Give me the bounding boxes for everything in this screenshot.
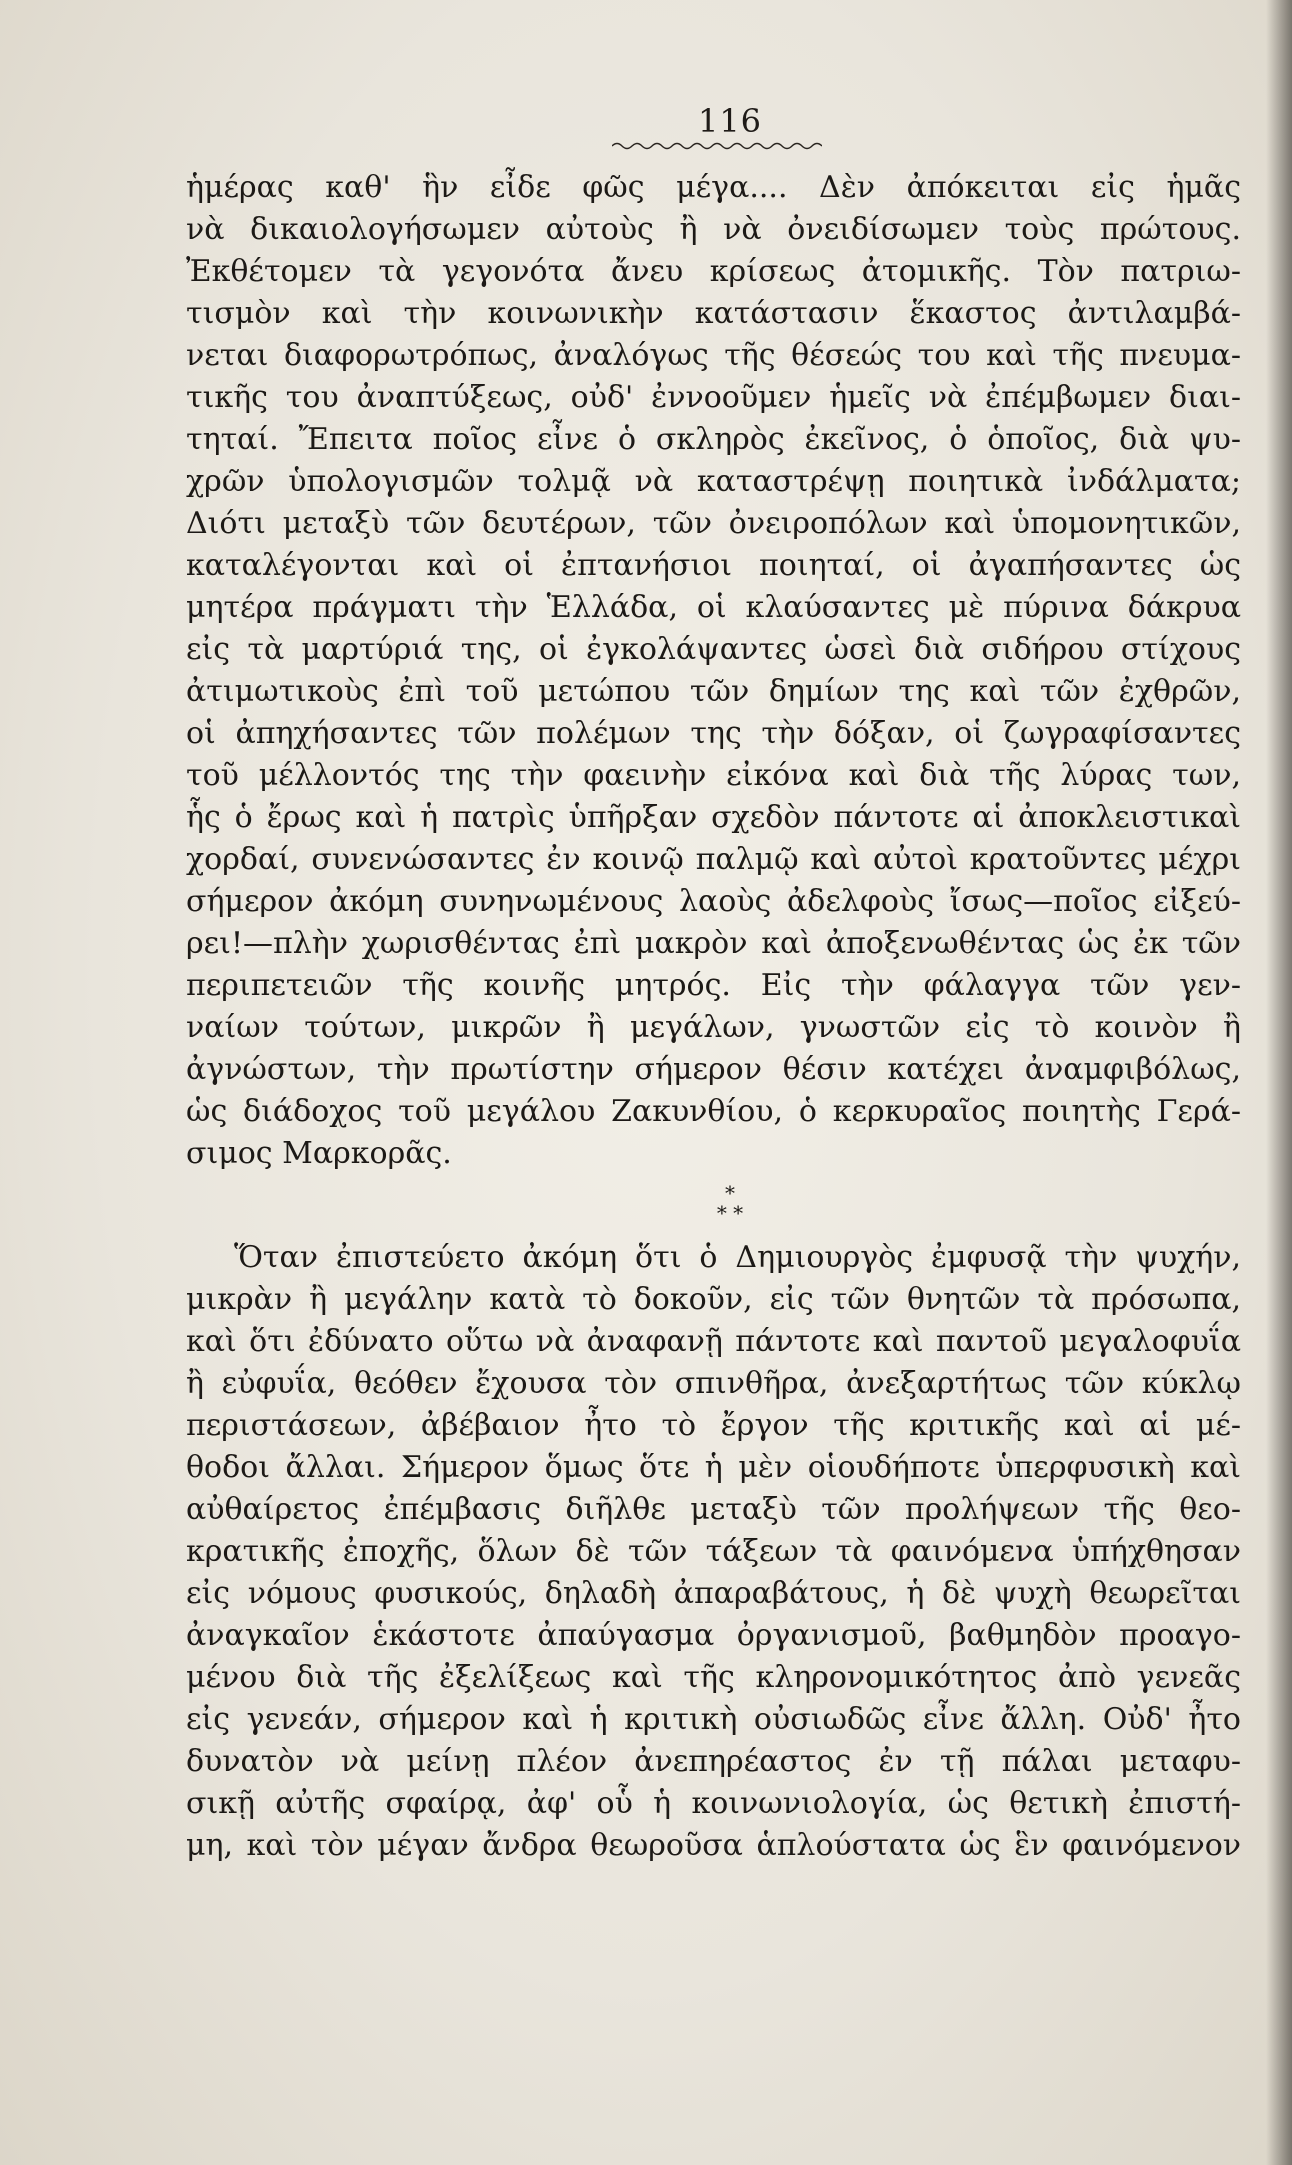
text-line: ὡς διάδοχος τοῦ μεγάλου Ζακυνθίου, ὁ κερκυραῖος ποιητὴς Γερά- (186, 1094, 1241, 1129)
text-line: χορδαί, συνενώσαντες ἐν κοινῷ παλμῷ καὶ αὐτοὶ κρατοῦντες μέχρι (186, 842, 1241, 877)
text-line: περιστάσεων, ἀβέβαιον ἦτο τὸ ἔργον τῆς κριτικῆς καὶ αἱ μέ- (186, 1408, 1241, 1443)
text-line: ναίων τούτων, μικρῶν ἢ μεγάλων, γνωστῶν εἰς τὸ κοινὸν ἢ (186, 1010, 1241, 1045)
separator-bottom-stars: * * (716, 1201, 744, 1225)
text-line: τηταί. Ἔπειτα ποῖος εἶνε ὁ σκληρὸς ἐκεῖνος, ὁ ὁποῖος, διὰ ψυ- (186, 422, 1241, 457)
text-line: νεται διαφορωτρόπως, ἀναλόγως τῆς θέσεώς του καὶ τῆς πνευμα- (186, 338, 1241, 373)
text-line: ἡμέρας καθ' ἣν εἶδε φῶς μέγα.... Δὲν ἀπόκειται εἰς ἡμᾶς (186, 170, 1241, 205)
text-line: εἰς νόμους φυσικούς, δηλαδὴ ἀπαραβάτους, ἡ δὲ ψυχὴ θεωρεῖται (186, 1576, 1241, 1611)
decorative-wavy-rule (612, 140, 822, 152)
paragraph-continued (186, 167, 1241, 1175)
text-line: οἱ ἀπηχήσαντες τῶν πολέμων της τὴν δόξαν, οἱ ζωγραφίσαντες (186, 716, 1241, 751)
text-line: νὰ δικαιολογήσωμεν αὐτοὺς ἢ νὰ ὀνειδίσωμεν τοὺς πρώτους. (186, 212, 1241, 247)
paragraph-new-section (186, 1237, 1241, 1867)
text-line: ἢ εὐφυΐα, θεόθεν ἔχουσα τὸν σπινθῆρα, ἀνεξαρτήτως τῶν κύκλῳ (186, 1366, 1241, 1401)
page-number: 116 (697, 102, 763, 140)
text-line: χρῶν ὑπολογισμῶν τολμᾷ νὰ καταστρέψῃ ποιητικὰ ἰνδάλματα; (186, 464, 1241, 499)
text-line: τικῆς του ἀναπτύξεως, οὐδ' ἐννοοῦμεν ἡμεῖς νὰ ἐπέμβωμεν διαι- (186, 380, 1241, 415)
text-line: περιπετειῶν τῆς κοινῆς μητρός. Εἰς τὴν φάλαγγα τῶν γεν- (186, 968, 1241, 1003)
text-line: σήμερον ἀκόμη συνηνωμένους λαοὺς ἀδελφοὺς ἴσως—ποῖος εἰξεύ- (186, 884, 1241, 919)
text-line: Ὅταν ἐπιστεύετο ἀκόμη ὅτι ὁ Δημιουργὸς ἐμφυσᾷ τὴν ψυχήν, (234, 1240, 1241, 1275)
section-separator-asterisks (0, 1183, 1292, 1223)
text-line: σιμος Μαρκορᾶς. (186, 1136, 452, 1171)
page-edge-shadow (1266, 0, 1292, 2165)
text-line: Διότι μεταξὺ τῶν δευτέρων, τῶν ὀνειροπόλων καὶ ὑπομονητικῶν, (186, 506, 1241, 541)
text-line: δυνατὸν νὰ μείνῃ πλέον ἀνεπηρέαστος ἐν τῇ πάλαι μεταφυ- (186, 1744, 1241, 1779)
text-line: κρατικῆς ἐποχῆς, ὅλων δὲ τῶν τάξεων τὰ φαινόμενα ὑπήχθησαν (186, 1534, 1241, 1569)
text-line: αὐθαίρετος ἐπέμβασις διῆλθε μεταξὺ τῶν προλήψεων τῆς θεο- (186, 1492, 1241, 1527)
text-line: ἀναγκαῖον ἑκάστοτε ἀπαύγασμα ὀργανισμοῦ, βαθμηδὸν προαγο- (186, 1618, 1241, 1653)
text-line: μικρὰν ἢ μεγάλην κατὰ τὸ δοκοῦν, εἰς τῶν θνητῶν τὰ πρόσωπα, (186, 1282, 1241, 1317)
text-line: θοδοι ἄλλαι. Σήμερον ὅμως ὅτε ἡ μὲν οἱουδήποτε ὑπερφυσικὴ καὶ (186, 1450, 1241, 1485)
text-line: ρει!—πλὴν χωρισθέντας ἐπὶ μακρὸν καὶ ἀποξενωθέντας ὡς ἐκ τῶν (186, 926, 1241, 961)
text-line: σικῇ αὐτῆς σφαίρᾳ, ἀφ' οὗ ἡ κοινωνιολογία, ὡς θετικὴ ἐπιστή- (186, 1786, 1241, 1821)
text-line: καταλέγονται καὶ οἱ ἐπτανήσιοι ποιηταί, οἱ ἀγαπήσαντες ὡς (186, 548, 1241, 583)
text-line: τισμὸν καὶ τὴν κοινωνικὴν κατάστασιν ἕκαστος ἀντιλαμβά- (186, 296, 1241, 331)
text-line: καὶ ὅτι ἐδύνατο οὕτω νὰ ἀναφανῇ πάντοτε καὶ παντοῦ μεγαλοφυΐα (186, 1324, 1241, 1359)
text-line: εἰς γενεάν, σήμερον καὶ ἡ κριτικὴ οὐσιωδῶς εἶνε ἄλλη. Οὐδ' ἦτο (186, 1702, 1241, 1737)
text-line: εἰς τὰ μαρτύριά της, οἱ ἐγκολάψαντες ὡσεὶ διὰ σιδήρου στίχους (186, 632, 1241, 667)
text-line: ἀγνώστων, τὴν πρωτίστην σήμερον θέσιν κατέχει ἀναμφιβόλως, (186, 1052, 1241, 1087)
text-line: μη, καὶ τὸν μέγαν ἄνδρα θεωροῦσα ἁπλούστατα ὡς ἓν φαινόμενον (186, 1828, 1241, 1863)
text-line: μένου διὰ τῆς ἐξελίξεως καὶ τῆς κληρονομικότητος ἀπὸ γενεᾶς (186, 1660, 1241, 1695)
separator-top-star: * (725, 1181, 735, 1205)
text-line: Ἐκθέτομεν τὰ γεγονότα ἄνευ κρίσεως ἀτομικῆς. Τὸν πατριω- (186, 254, 1241, 289)
text-line: τοῦ μέλλοντός της τὴν φαεινὴν εἰκόνα καὶ διὰ τῆς λύρας των, (186, 758, 1241, 793)
text-line: ἧς ὁ ἔρως καὶ ἡ πατρὶς ὑπῆρξαν σχεδὸν πάντοτε αἱ ἀποκλειστικαὶ (186, 800, 1241, 835)
text-line: ἀτιμωτικοὺς ἐπὶ τοῦ μετώπου τῶν δημίων της καὶ τῶν ἐχθρῶν, (186, 674, 1241, 709)
text-line: μητέρα πράγματι τὴν Ἑλλάδα, οἱ κλαύσαντες μὲ πύρινα δάκρυα (186, 590, 1241, 625)
